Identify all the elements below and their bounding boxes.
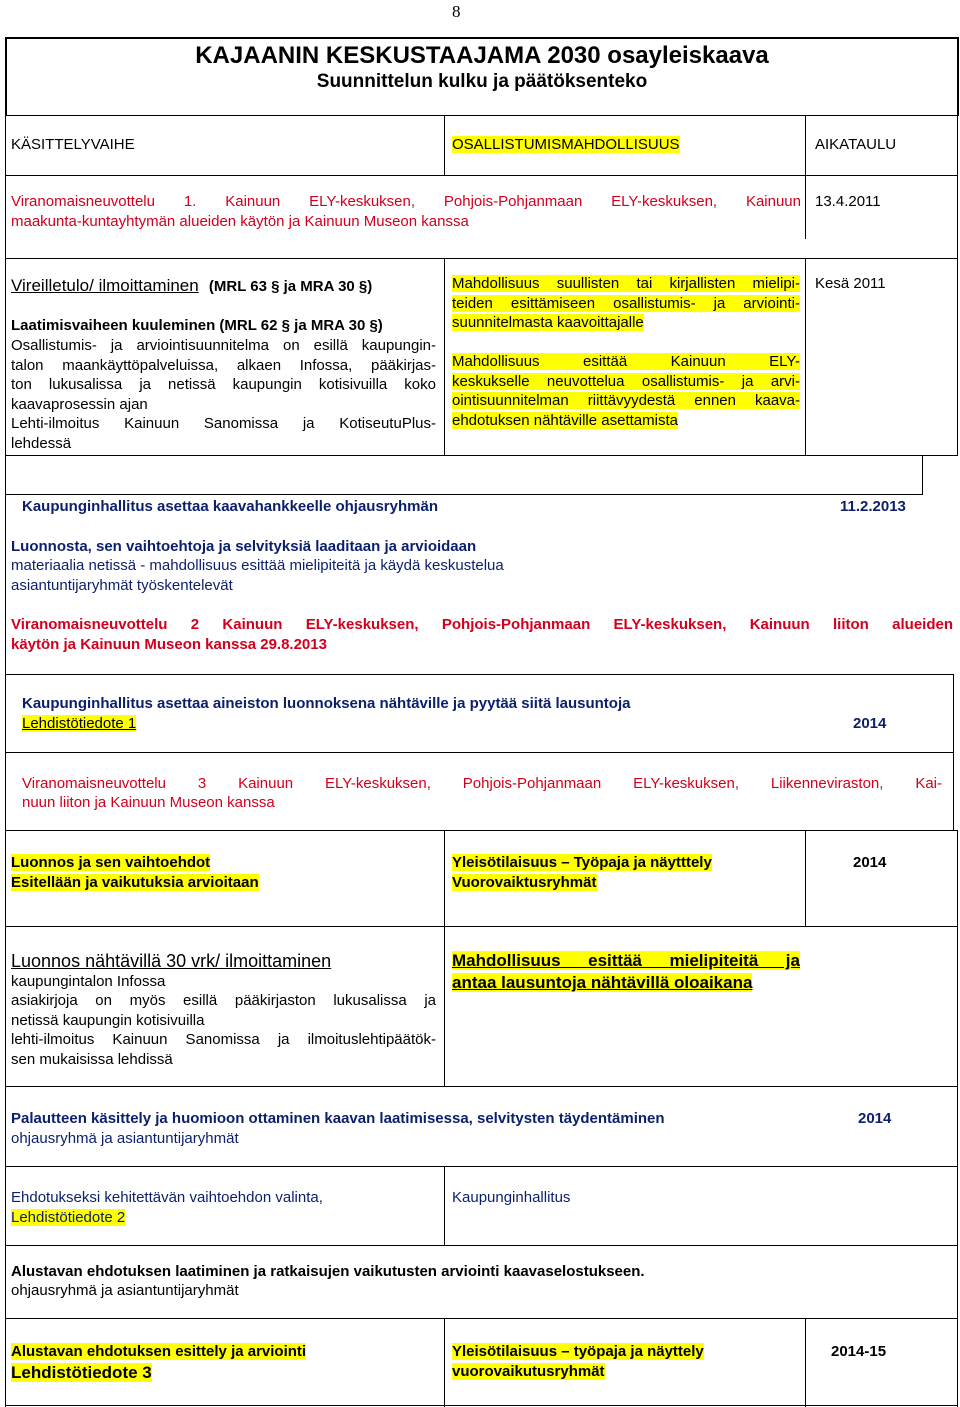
participation-line: suunnitelmasta kaavoittajalle: [452, 314, 644, 331]
feedback-date: 2014: [858, 1110, 892, 1127]
participation-line: Mahdollisuus suullisten tai kirjallisten mielipi-: [452, 275, 800, 292]
draft-display-line: kaupungintalon Infossa: [11, 973, 166, 990]
participation-line: keskukselle neuvottelua osallistumis- ja arvi-: [452, 373, 800, 390]
draft-display-line: netissä kaupungin kotisivuilla: [11, 1012, 205, 1029]
initiation-body-line: talon maankäyttöpalveluissa, alkaen Infossa, pääkirjas-: [11, 357, 436, 374]
initiation-body-line: Lehti-ilmoitus Kainuun Sanomissa ja KotiseutuPlus-: [11, 415, 436, 432]
header-participation: [452, 135, 680, 155]
page-title: KAJAANIN KESKUSTAAJAMA 2030 osayleiskaava: [195, 42, 769, 69]
board-draft-date: 2014: [853, 715, 887, 732]
authority-meeting-1-line1: Viranomaisneuvottelu 1. Kainuun ELY-keskuksen, Pohjois-Pohjanmaan ELY-keskuksen, Kainuun: [11, 193, 801, 210]
draft-display-participation-1: Mahdollisuus esittää mielipiteitä ja: [452, 951, 800, 970]
page-subtitle: Suunnittelun kulku ja päätöksenteko: [316, 71, 648, 92]
selection-line2: [11, 1208, 125, 1228]
draft-display-line: asiakirjoja on myös esillä pääkirjaston lukusalissa ja: [11, 992, 436, 1009]
participation-line: teiden esittämiseen osallistumis- ja arviointi-: [452, 295, 800, 312]
initiation-body-line: kaavaprosessin ajan: [11, 396, 148, 413]
steering-group-text: Kaupunginhallitus asettaa kaavahankkeelle ohjausryhmän: [22, 498, 438, 515]
draft-prep-line3: asiantuntijaryhmät työskentelevät: [11, 577, 233, 594]
draft-display-line: sen mukaisissa lehdissä: [11, 1051, 173, 1068]
draft-alt-line1: Luonnos ja sen vaihtoehdot: [11, 854, 211, 871]
draft-display-participation-2: antaa lausuntoja nähtävillä oloaikana: [452, 973, 753, 992]
prelim-present-participation-2: vuorovaikutusryhmät: [452, 1363, 605, 1380]
initiation-body-line: Osallistumis- ja arviointisuunnitelma on esillä kaupungin-: [11, 337, 436, 354]
authority-meeting-2-line2: käytön ja Kainuun Museon kanssa 29.8.2013: [11, 636, 327, 653]
draft-alt-participation-1: Yleisötilaisuus – Työpaja ja näytttely: [452, 854, 712, 871]
header-participation-text: OSALLISTUMISMAHDOLLISUUS: [452, 136, 680, 153]
header-phase: KÄSITTELYVAIHE: [11, 136, 135, 153]
page-number: 8: [452, 2, 461, 21]
participation-line: ehdotuksen nähtäville asettamista: [452, 412, 678, 429]
press-release-2: Lehdistötiedote 2: [11, 1209, 126, 1226]
steering-group-date: 11.2.2013: [840, 498, 906, 515]
participation-line: Mahdollisuus esittää Kainuun ELY-: [452, 353, 800, 370]
initiation-title-ref: (MRL 63 § ja MRA 30 §): [208, 278, 373, 295]
draft-alt-date: 2014: [853, 854, 887, 871]
initiation-hearing: Laatimisvaiheen kuuleminen (MRL 62 § ja MRA 30 §): [11, 317, 383, 334]
feedback-line2: ohjausryhmä ja asiantuntijaryhmät: [11, 1130, 239, 1147]
draft-display-line: lehti-ilmoitus Kainuun Sanomissa ja ilmoituslehtipäätök-: [11, 1031, 436, 1048]
participation-line: ointisuunnitelman riittävyydestä ennen kaava-: [452, 392, 800, 409]
draft-prep-title: Luonnosta, sen vaihtoehtoja ja selvityksiä laaditaan ja arvioidaan: [11, 538, 477, 555]
prelim-present-participation-1: Yleisötilaisuus – työpaja ja näyttely: [452, 1343, 704, 1360]
feedback-line1: Palautteen käsittely ja huomioon ottaminen kaavan laatimisessa, selvitysten täydentäminen: [11, 1110, 665, 1127]
authority-meeting-2-line1: Viranomaisneuvottelu 2 Kainuun ELY-keskuksen, Pohjois-Pohjanmaan ELY-keskuksen, Kainuun liiton alueiden: [11, 616, 953, 633]
initiation-date: Kesä 2011: [815, 275, 886, 292]
draft-alt-line2: Esitellään ja vaikutuksia arvioitaan: [11, 874, 259, 891]
initiation-body-line: ton lukusalissa ja netissä kaupungin kotisivuilla koko: [11, 376, 436, 393]
prelim-present-line2: Lehdistötiedote 3: [11, 1363, 152, 1382]
board-draft-press-row: [22, 714, 136, 734]
draft-display-title: Luonnos nähtävillä 30 vrk/ ilmoittaminen: [11, 951, 332, 971]
initiation-title: Vireilletulo/ ilmoittaminen: [11, 276, 199, 295]
preliminary-line1: Alustavan ehdotuksen laatiminen ja ratkaisujen vaikutusten arviointi kaavaselostukseen.: [11, 1263, 645, 1280]
press-release-1: Lehdistötiedote 1: [22, 715, 137, 732]
authority-meeting-1-date: 13.4.2011: [815, 193, 881, 210]
authority-meeting-3-line2: nuun liiton ja Kainuun Museon kanssa: [22, 794, 275, 811]
prelim-present-line1: Alustavan ehdotuksen esittely ja arviointi: [11, 1343, 307, 1360]
draft-prep-line2: materiaalia netissä - mahdollisuus esittää mielipiteitä ja käydä keskustelua: [11, 557, 504, 574]
selection-who: Kaupunginhallitus: [452, 1189, 571, 1206]
prelim-present-date: 2014-15: [831, 1343, 887, 1360]
preliminary-line2: ohjausryhmä ja asiantuntijaryhmät: [11, 1282, 239, 1299]
board-draft-text: Kaupunginhallitus asettaa aineiston luonnoksena nähtäville ja pyytää siitä lausuntoja: [22, 695, 631, 712]
initiation-body-line: lehdessä: [11, 435, 72, 452]
authority-meeting-1-line2: maakunta-kuntayhtymän alueiden käytön ja Kainuun Museon kanssa: [11, 213, 469, 230]
initiation-heading: [11, 275, 372, 297]
selection-line1: Ehdotukseksi kehitettävän vaihtoehdon valinta,: [11, 1189, 323, 1206]
authority-meeting-3-line1: Viranomaisneuvottelu 3 Kainuun ELY-keskuksen, Pohjois-Pohjanmaan ELY-keskuksen, Liikenneviraston, Kai-: [22, 775, 942, 792]
draft-alt-participation-2: Vuorovaiktusryhmät: [452, 874, 597, 891]
header-schedule: AIKATAULU: [815, 136, 897, 153]
